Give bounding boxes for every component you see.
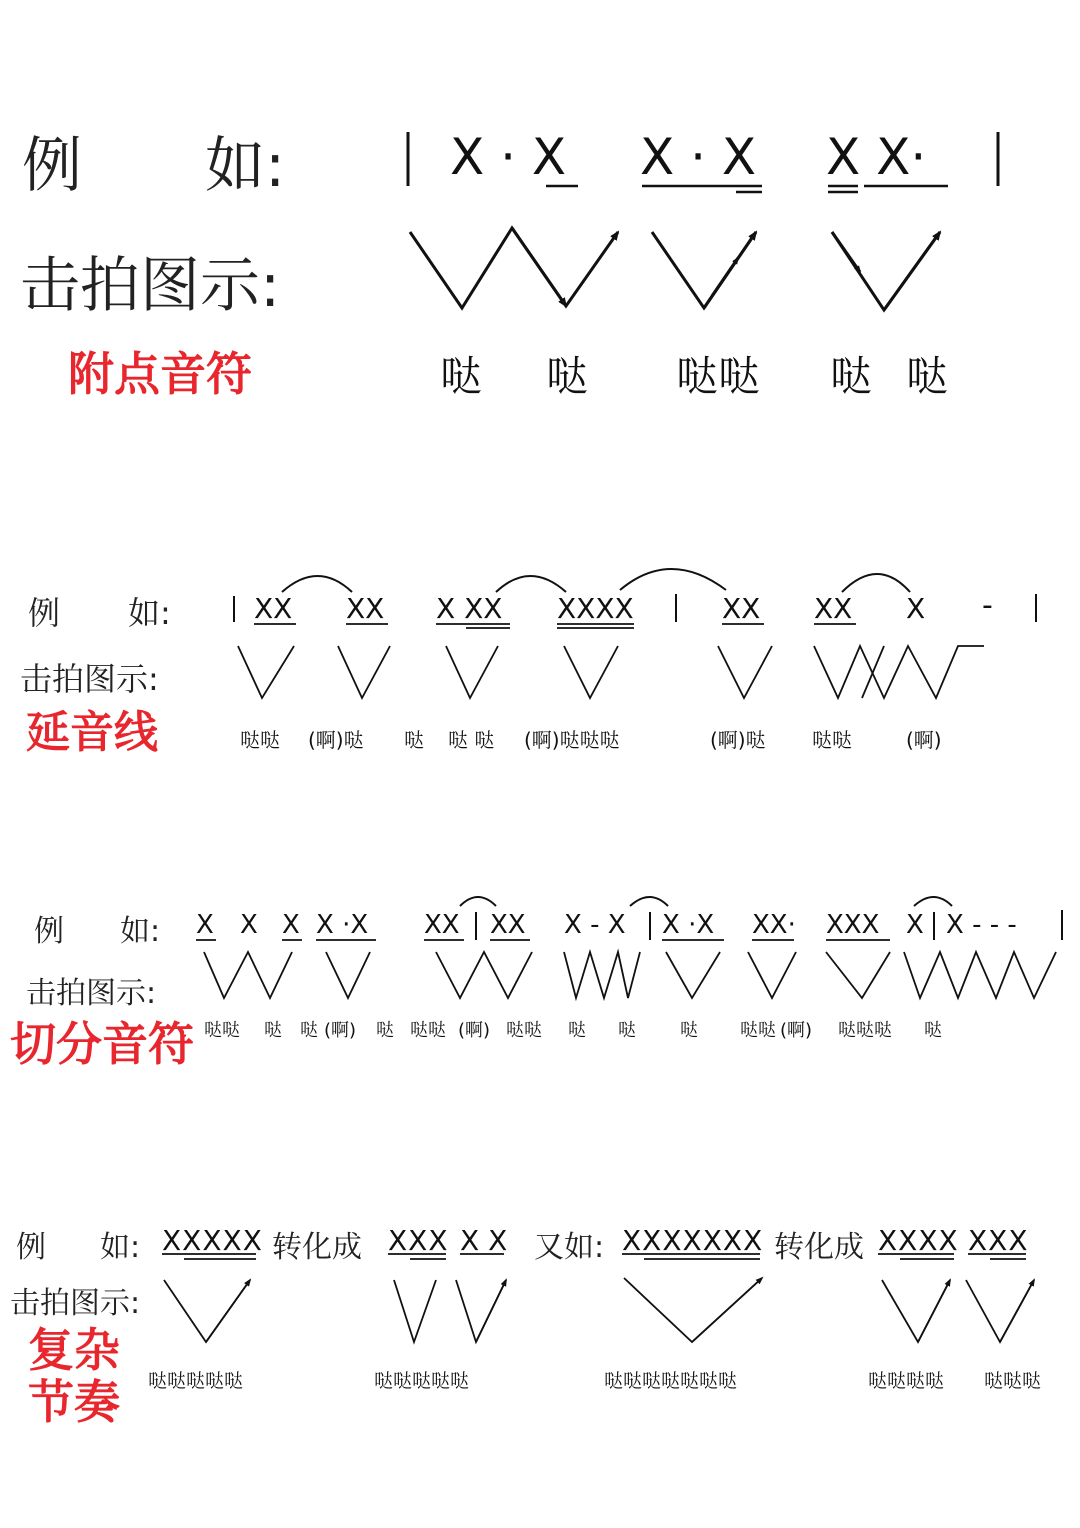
syllable: 哒 xyxy=(546,352,589,401)
syllable: 哒哒 xyxy=(740,1020,776,1041)
syllable: 哒哒 xyxy=(410,1020,446,1041)
measure-group-2: X · X xyxy=(640,128,757,186)
note-group: XX xyxy=(722,592,761,625)
syllable: 哒哒哒哒哒 xyxy=(148,1370,244,1392)
phrase-2: XXXXXXX xyxy=(622,1224,764,1257)
syllable: 哒 xyxy=(906,352,949,401)
beat-diagram-label: 击拍图示: xyxy=(26,976,157,1011)
syllable: 哒 xyxy=(440,352,483,401)
tie-arcs xyxy=(282,569,910,592)
syllable: 哒 xyxy=(376,1020,394,1041)
result-2b: XXX xyxy=(968,1224,1029,1257)
result-2a: XXXX xyxy=(878,1224,959,1257)
category-title: 切分音符 xyxy=(10,1017,194,1071)
note-group: X xyxy=(196,910,214,940)
convert-label-1: 转化成 xyxy=(272,1230,362,1265)
bar-line xyxy=(234,594,1036,622)
note-group: X - X xyxy=(564,910,626,940)
note-group: X xyxy=(906,592,926,625)
example-label-suffix: 如: xyxy=(100,1230,141,1265)
note-group: X xyxy=(906,910,924,940)
note-group: X xyxy=(240,910,258,940)
beat-diagram xyxy=(410,228,940,310)
syllable: 哒哒哒哒 xyxy=(868,1370,945,1392)
beat-diagram-label: 击拍图示: xyxy=(10,1286,141,1321)
result-1b: X X xyxy=(460,1224,508,1257)
syllable: 哒 xyxy=(404,728,424,752)
syllable: 哒哒 xyxy=(506,1020,542,1041)
syllable: 哒 xyxy=(568,1020,586,1041)
syllable: 哒哒 xyxy=(812,728,852,752)
syllable: (啊)哒哒哒 xyxy=(524,728,620,752)
phrase-1: XXXXX xyxy=(162,1224,263,1257)
note-group: X XX xyxy=(436,592,503,625)
syllable: 哒哒 xyxy=(676,352,761,401)
example-label: 例 xyxy=(22,131,82,201)
syllable: 哒哒哒哒哒哒哒 xyxy=(604,1370,738,1392)
syllable: 哒哒 xyxy=(240,728,280,752)
example-label: 例 xyxy=(16,1230,46,1265)
note-group: XX xyxy=(254,592,293,625)
syllable: 哒 xyxy=(264,1020,282,1041)
example-label-suffix: 如: xyxy=(205,131,286,201)
note-group: XX xyxy=(424,910,460,940)
beat-diagram-label: 击拍图示: xyxy=(20,251,281,321)
note-group: XXX xyxy=(826,910,880,940)
tie-arcs xyxy=(460,897,952,906)
example-label: 例 xyxy=(28,594,61,632)
syllable: (啊)哒 xyxy=(308,728,364,752)
syllable: 哒 xyxy=(618,1020,636,1041)
note-group: X ·X xyxy=(662,910,715,940)
syllable: (啊) xyxy=(906,728,942,752)
syllable: 哒 xyxy=(924,1020,942,1041)
syllable: (啊) xyxy=(780,1020,813,1041)
result-1a: XXX xyxy=(388,1224,449,1257)
beat-diagram xyxy=(238,646,984,698)
category-title: 延音线 xyxy=(26,707,158,758)
rest-dash: - xyxy=(982,588,993,623)
syllable: 哒哒哒 xyxy=(984,1370,1042,1392)
note-group: XXXX xyxy=(557,592,634,625)
note-group: X - - - xyxy=(946,910,1017,940)
category-title-line1: 复杂 xyxy=(28,1323,120,1377)
also-label: 又如: xyxy=(534,1230,605,1265)
syllable: 哒 xyxy=(680,1020,698,1041)
category-title-line2: 节奏 xyxy=(28,1375,120,1429)
underlines xyxy=(162,1254,1026,1259)
syllable: (啊)哒 xyxy=(710,728,766,752)
example-label-suffix: 如: xyxy=(128,594,171,632)
bar-line xyxy=(408,132,998,186)
syllable: (啊) xyxy=(458,1020,491,1041)
syllable: 哒 哒 xyxy=(448,728,495,752)
beat-diagram xyxy=(164,1278,1034,1342)
bar-line xyxy=(476,910,1062,940)
syllable: 哒哒哒哒哒 xyxy=(374,1370,470,1392)
measure-group-1: X · X xyxy=(450,128,567,186)
note-group: XX xyxy=(814,592,853,625)
syllable: (啊) xyxy=(324,1020,357,1041)
category-title: 附点音符 xyxy=(68,347,252,401)
syllable: 哒哒哒 xyxy=(838,1020,892,1041)
example-label: 例 xyxy=(34,914,64,949)
convert-label-2: 转化成 xyxy=(774,1230,864,1265)
syllable: 哒 xyxy=(830,352,873,401)
syllable: 哒 xyxy=(300,1020,318,1041)
note-group: XX xyxy=(490,910,526,940)
note-group: XX· xyxy=(752,910,796,940)
underlines xyxy=(254,624,856,628)
example-label-suffix: 如: xyxy=(120,914,161,949)
note-group: X xyxy=(282,910,300,940)
measure-group-3: X X· xyxy=(826,128,927,186)
beat-diagram-label: 击拍图示: xyxy=(20,660,159,698)
underlines xyxy=(546,186,948,192)
note-group: XX xyxy=(346,592,385,625)
beat-diagram xyxy=(204,952,1056,998)
note-group: X ·X xyxy=(316,910,369,940)
syllable: 哒哒 xyxy=(204,1020,240,1041)
